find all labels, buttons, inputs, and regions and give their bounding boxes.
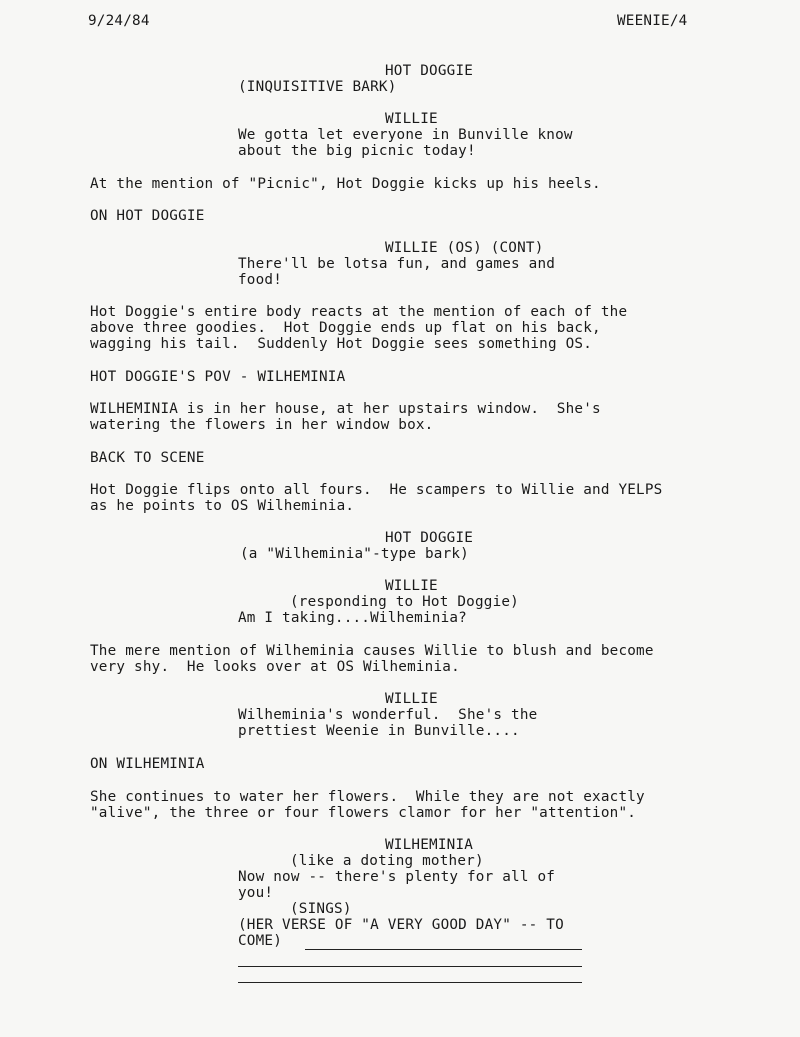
scene-heading: BACK TO SCENE <box>90 450 205 466</box>
parenthetical: (HER VERSE OF "A VERY GOOD DAY" -- TO <box>238 917 564 933</box>
scene-heading: HOT DOGGIE'S POV - WILHEMINIA <box>90 369 346 385</box>
action-line: watering the flowers in her window box. <box>90 417 434 433</box>
parenthetical: (a "Wilheminia"-type bark) <box>240 546 469 562</box>
action-line: Hot Doggie flips onto all fours. He scampers to Willie and YELPS <box>90 482 663 498</box>
action-line: She continues to water her flowers. While they are not exactly <box>90 789 645 805</box>
character-name: WILLIE (OS) (CONT) <box>385 240 544 256</box>
character-name: WILHEMINIA <box>385 837 474 853</box>
dialogue-line: Am I taking....Wilheminia? <box>238 610 467 626</box>
dialogue-line: We gotta let everyone in Bunville know <box>238 127 573 143</box>
action-line: WILHEMINIA is in her house, at her upstairs window. She's <box>90 401 601 417</box>
character-name: WILLIE <box>385 111 438 127</box>
action-line: wagging his tail. Suddenly Hot Doggie sees something OS. <box>90 336 593 352</box>
blank-line-rule <box>305 949 582 950</box>
action-line: At the mention of "Picnic", Hot Doggie kicks up his heels. <box>90 176 601 192</box>
dialogue-line: prettiest Weenie in Bunville.... <box>238 723 520 739</box>
character-name: WILLIE <box>385 578 438 594</box>
dialogue-line: about the big picnic today! <box>238 143 476 159</box>
character-name: WILLIE <box>385 691 438 707</box>
scene-heading: ON HOT DOGGIE <box>90 208 205 224</box>
parenthetical: COME) <box>238 933 283 949</box>
action-line: very shy. He looks over at OS Wilheminia. <box>90 659 460 675</box>
character-name: HOT DOGGIE <box>385 63 474 79</box>
parenthetical: (like a doting mother) <box>290 853 484 869</box>
blank-line-rule <box>238 966 582 967</box>
dialogue-line: Wilheminia's wonderful. She's the <box>238 707 538 723</box>
dialogue-line: There'll be lotsa fun, and games and <box>238 256 556 272</box>
character-name: HOT DOGGIE <box>385 530 474 546</box>
action-line: The mere mention of Wilheminia causes Willie to blush and become <box>90 643 654 659</box>
dialogue-line: food! <box>238 272 283 288</box>
dialogue-line: you! <box>238 885 274 901</box>
parenthetical: (responding to Hot Doggie) <box>290 594 519 610</box>
header-page-ref: WEENIE/4 <box>617 13 688 29</box>
action-line: as he points to OS Wilheminia. <box>90 498 355 514</box>
header-date: 9/24/84 <box>88 13 150 29</box>
action-line: above three goodies. Hot Doggie ends up flat on his back, <box>90 320 601 336</box>
action-line: Hot Doggie's entire body reacts at the mention of each of the <box>90 304 628 320</box>
parenthetical: (SINGS) <box>290 901 352 917</box>
blank-line-rule <box>238 982 582 983</box>
dialogue-line: Now now -- there's plenty for all of <box>238 869 556 885</box>
parenthetical: (INQUISITIVE BARK) <box>238 79 397 95</box>
action-line: "alive", the three or four flowers clamor for her "attention". <box>90 805 637 821</box>
scene-heading: ON WILHEMINIA <box>90 756 205 772</box>
